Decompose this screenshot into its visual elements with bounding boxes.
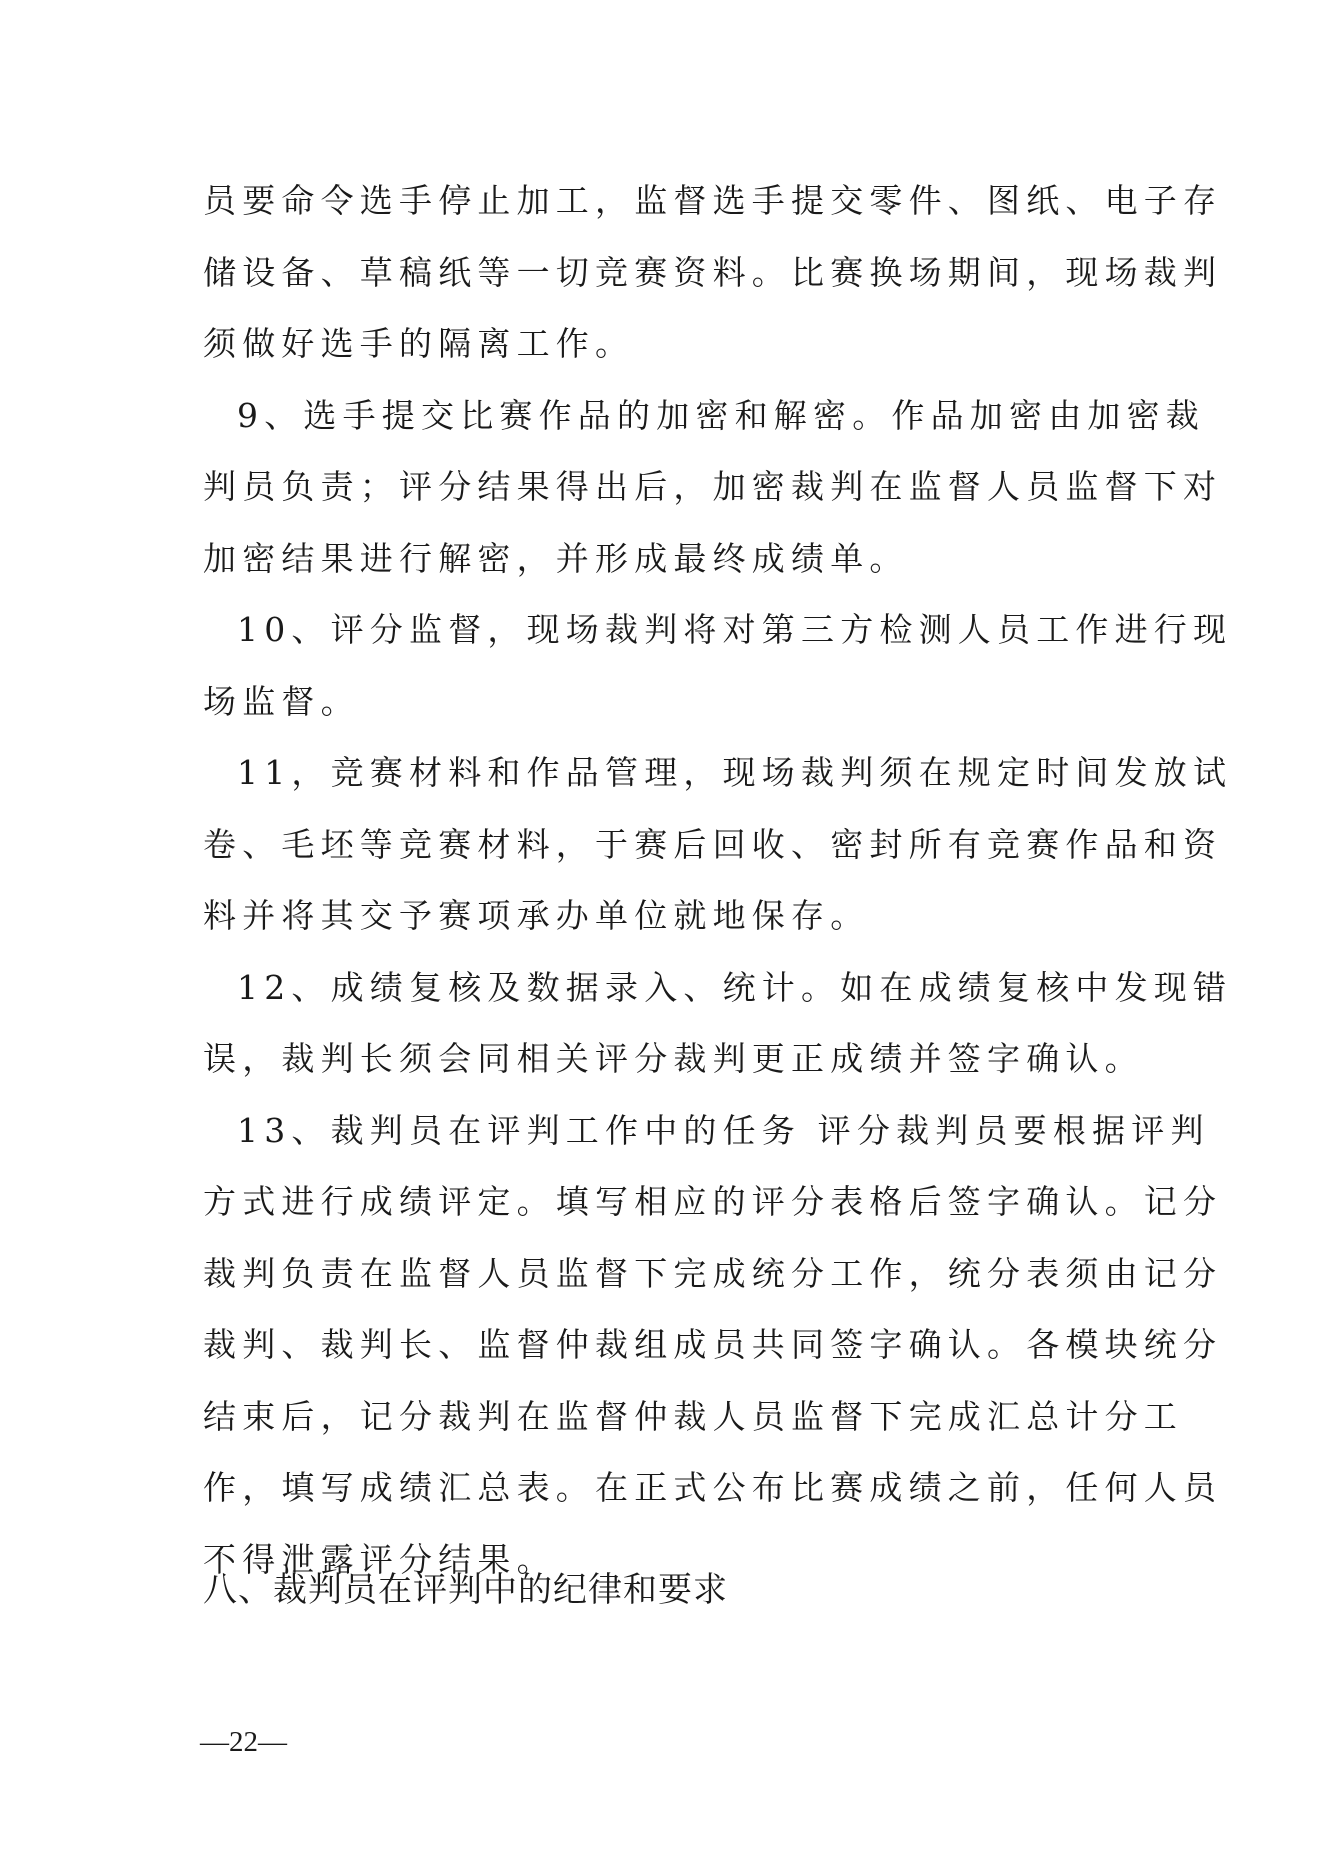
paragraph-13-line-7: 不得泄露评分结果。	[203, 1539, 556, 1579]
paragraph-9-line-2: 判员负责；评分结果得出后，加密裁判在监督人员监督下对	[203, 467, 1223, 506]
paragraph-8-line-1: 员要命令选手停止加工，监督选手提交零件、图纸、电子存	[203, 181, 1223, 220]
paragraph-13-line-5: 结束后，记分裁判在监督仲裁人员监督下完成汇总计分工	[203, 1396, 1183, 1436]
paragraph-11-line-1: 11，竞赛材料和作品管理，现场裁判须在规定时间发放试	[237, 753, 1233, 792]
page-number: —22—	[200, 1726, 287, 1758]
paragraph-13-line-3: 裁判负责在监督人员监督下完成统分工作，统分表须由记分	[203, 1253, 1223, 1293]
body-text	[203, 165, 1233, 1595]
section-heading: 八、裁判员在评判中的纪律和要求	[203, 1570, 728, 1610]
paragraph-8-line-3: 须做好选手的隔离工作。	[203, 324, 635, 363]
paragraph-12-line-2: 误，裁判长须会同相关评分裁判更正成绩并签字确认。	[203, 1039, 1144, 1078]
paragraph-13-line-1: 13、裁判员在评判工作中的任务 评分裁判员要根据评判	[237, 1110, 1210, 1150]
paragraph-9-line-1: 9、选手提交比赛作品的加密和解密。作品加密由加密裁	[237, 395, 1205, 435]
paragraph-13-line-4: 裁判、裁判长、监督仲裁组成员共同签字确认。各模块统分	[203, 1325, 1223, 1364]
paragraph-11-line-2: 卷、毛坯等竞赛材料，于赛后回收、密封所有竞赛作品和资	[203, 824, 1223, 864]
paragraph-10-line-1: 10、评分监督，现场裁判将对第三方检测人员工作进行现	[237, 610, 1233, 649]
paragraph-12-line-1: 12、成绩复核及数据录入、统计。如在成绩复核中发现错	[237, 967, 1233, 1007]
paragraph-9-line-3: 加密结果进行解密，并形成最终成绩单。	[203, 538, 909, 578]
paragraph-10-line-2: 场监督。	[203, 681, 360, 721]
paragraph-13-line-2: 方式进行成绩评定。填写相应的评分表格后签字确认。记分	[203, 1182, 1223, 1221]
paragraph-8-line-2: 储设备、草稿纸等一切竞赛资料。比赛换场期间，现场裁判	[203, 252, 1223, 292]
paragraph-11-line-3: 料并将其交予赛项承办单位就地保存。	[203, 896, 870, 935]
paragraph-13-line-6: 作，填写成绩汇总表。在正式公布比赛成绩之前，任何人员	[203, 1468, 1223, 1507]
